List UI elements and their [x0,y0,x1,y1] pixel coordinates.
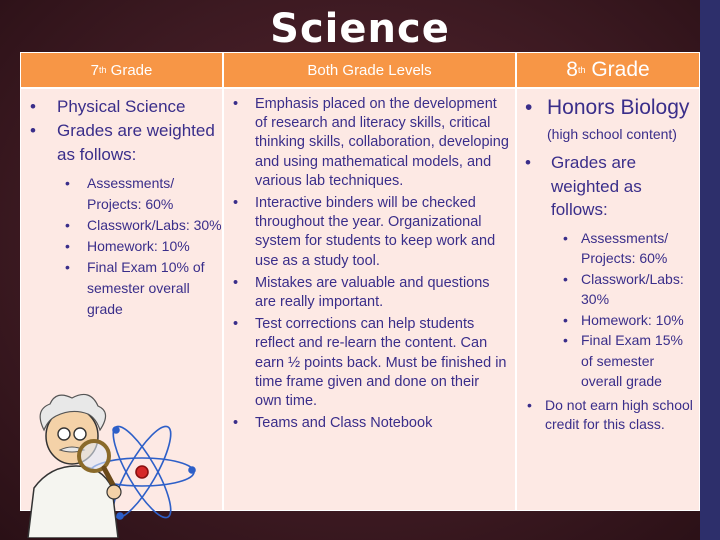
grade8-weight-item: • Final Exam 15% of semester overall grade [517,330,695,392]
both-grades-item: • Emphasis placed on the development of research and literacy skills, critical thinking skills, collaboration, developing and using mathematical models, and various lab techniques. [224,95,509,191]
both-grades-header: Both Grade Levels [223,52,516,88]
grade8-header-num: 8 [566,58,578,81]
grade7-header-num: 7 [90,61,99,79]
both-grades-cell [223,88,516,511]
grade8-column [516,52,700,511]
both-grades-column [223,52,516,511]
grade7-header-text: Grade [106,61,153,79]
grade7-header [20,52,223,88]
grade7-item: • Physical Science [21,95,222,119]
grade8-credit-note: • Do not earn high school credit for this class. [517,396,695,435]
grade8-header-sup: th [577,65,586,75]
grade7-weight-item: • Homework: 10% [21,236,222,257]
both-grades-item: • Test corrections can help students reflect and re-learn the content. Can earn ½ points back. Must be finished in time frame given and done on their own time. [224,315,509,411]
grade8-honors-text: Honors Biology [547,96,690,119]
grade7-item: • Grades are weighted as follows: [21,119,222,167]
grade8-honors-item [517,95,695,147]
grade7-header-sup: th [98,65,107,75]
grade8-honors-note: (high school content) [547,126,677,142]
grade7-weight-item: • Classwork/Labs: 30% [21,215,222,236]
slide-accent-bar [700,0,720,540]
grade8-header-text: Grade [585,58,650,81]
both-grades-item: • Interactive binders will be checked throughout the year. Organizational system for students to keep work and use as a study tool. [224,194,509,271]
grade8-cell [516,88,700,511]
grade8-header [516,52,700,88]
grade7-weight-item: • Final Exam 10% of semester overall grade [21,257,222,320]
grade8-weight-item: • Homework: 10% [517,310,695,331]
both-grades-item: • Mistakes are valuable and questions are really important. [224,274,509,312]
grade8-weight-item: • Assessments/ Projects: 60% [517,228,695,269]
slide-title: Science [270,6,450,52]
grade8-weight-item: • Classwork/Labs: 30% [517,269,695,310]
grade8-weighted-item: • Grades are weighted as follows: [517,151,695,222]
scientist-with-magnifier-icon [20,370,200,538]
both-grades-item: • Teams and Class Notebook [224,414,509,433]
grade7-weight-item: • Assessments/ Projects: 60% [21,173,222,215]
